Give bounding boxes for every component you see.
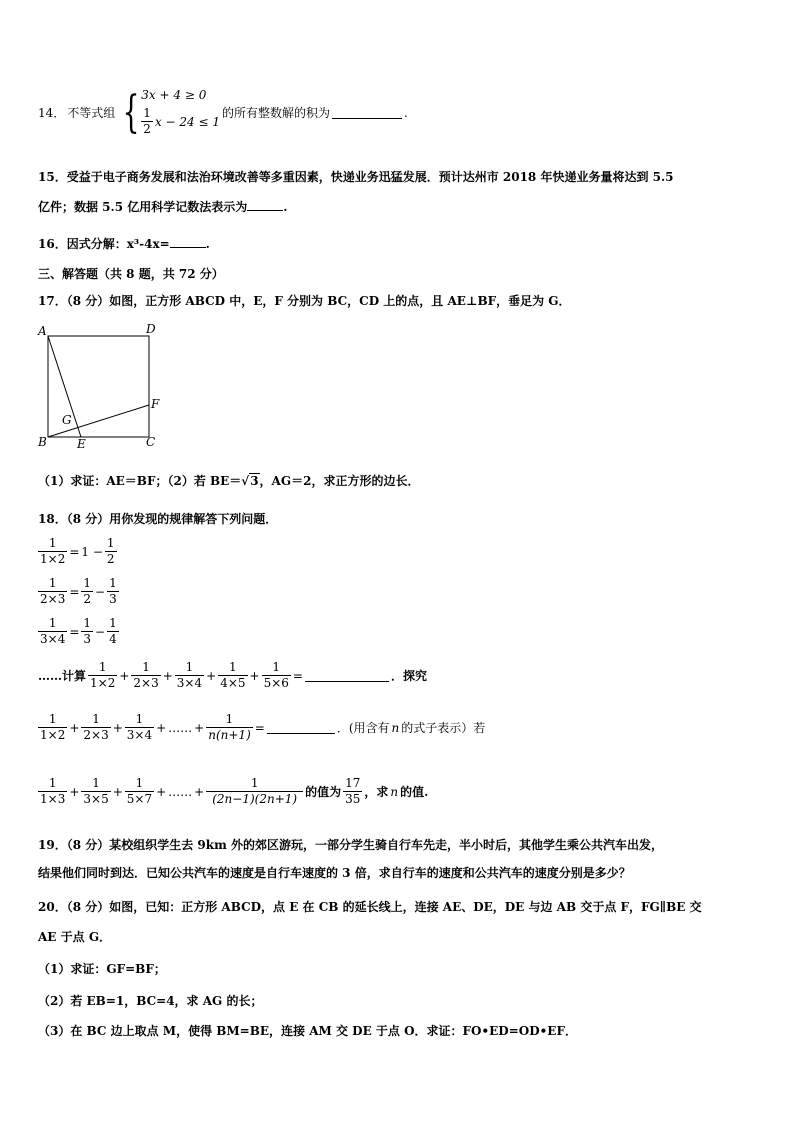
q14-suffix: 的所有整数解的积为 <box>221 106 330 120</box>
question-17-parts: （1）求证：AE＝BF；（2）若 BE＝√3，AG＝2，求正方形的边长． <box>38 474 420 488</box>
question-20-line-2: AE 于点 G． <box>38 930 112 944</box>
pattern-row-1: $\frac{1}{1\times 2}$ = 1 − $\frac{1}{2}$ <box>40 536 115 566</box>
question-17-stem: 17．（8 分）如图，正方形 ABCD 中，E，F 分别为 BC，CD 上的点，且 AE⊥BF，垂足为 G． <box>38 294 571 308</box>
question-16: 16．因式分解：x³-4x= . <box>38 237 210 251</box>
question-18-stem: 18．（8 分）用你发现的规律解答下列问题． <box>38 512 278 526</box>
label-B: B <box>38 435 47 449</box>
question-14: 14． 不等式组 { 3x + 4 ≥ 0 $\frac{1}{2}$ x − 24 ≤ 1 的所有整数解的积为 . <box>38 86 408 138</box>
sqrt-symbol: √3 <box>241 474 259 488</box>
pattern-row-2: $\frac{1}{2\times 3}$ = $\frac{1}{2}$ − $\frac{1}{3}$ <box>40 576 117 606</box>
label-G: G <box>62 413 72 427</box>
explore-line: $\frac{1}{1\times 2}$ + $\frac{1}{2\times 3}$ + $\frac{1}{3\times 4}$ + …… + $\frac{1}{n(n+1)}$ = ．(用含有 n 的式子表示）若 <box>40 712 486 742</box>
inequality-row-2: x − 24 ≤ 1 <box>154 114 220 129</box>
label-C: C <box>146 435 156 449</box>
section-title: 三、解答题（共 8 题，共 72 分） <box>38 267 224 281</box>
inequality-fraction: $\frac{1}{2}$ <box>143 106 151 136</box>
square-figure <box>36 320 166 450</box>
question-19-line-1: 19．（8 分）某校组织学生去 9km 外的郊区游玩，一部分学生骑自行车先走，半小时后，其他学生乘公共汽车出发， <box>38 838 663 852</box>
pattern-row-3: $\frac{1}{3\times 4}$ = $\frac{1}{3}$ − $\frac{1}{4}$ <box>40 616 117 646</box>
inequality-system <box>117 88 220 137</box>
question-20-line-1: 20．（8 分）如图，已知：正方形 ABCD，点 E 在 CB 的延长线上，连接 AE、DE，DE 与边 AB 交于点 F，FG∥BE 交 <box>38 900 702 914</box>
q14-prefix: 不等式组 <box>67 106 116 120</box>
odd-sum-line: $\frac{1}{1\times 3}$ + $\frac{1}{3\times 5}$ + $\frac{1}{5\times 7}$ + …… + $\frac{1}{(2n-1)(2n+1)}$ 的值为 $\frac{17}{35}$ ，求 n 的值. <box>40 776 429 806</box>
answer-blank[interactable] <box>267 721 335 734</box>
inequality-row-1: 3x + 4 ≥ 0 <box>141 88 207 102</box>
question-15-line-2: 亿件；数据 5.5 亿用科学记数法表示为 . <box>38 200 288 214</box>
label-F: F <box>151 397 160 411</box>
question-20-part-2: （2）若 EB=1，BC=4，求 AG 的长； <box>38 994 263 1008</box>
question-15-line-1: 15．受益于电子商务发展和法治环境改善等多重因素，快递业务迅猛发展．预计达州市 2018 年快递业务量将达到 5.5 <box>38 170 674 184</box>
label-D: D <box>146 322 156 336</box>
answer-blank[interactable] <box>332 106 402 119</box>
question-19-line-2: 结果他们同时到达．已知公共汽车的速度是自行车速度的 3 倍，求自行车的速度和公共汽车的速度分别是多少？ <box>38 866 631 880</box>
label-A: A <box>38 324 47 338</box>
left-brace: { <box>122 86 140 138</box>
answer-blank[interactable] <box>170 235 206 248</box>
question-20-part-1: （1）求证：GF=BF； <box>38 962 166 976</box>
answer-blank[interactable] <box>247 198 283 211</box>
answer-blank[interactable] <box>305 669 389 682</box>
q14-number: 14． <box>38 106 66 120</box>
question-20-part-3: （3）在 BC 边上取点 M，使得 BM=BE，连接 AM 交 DE 于点 O．求证：FO•ED=OD•EF． <box>38 1024 577 1038</box>
label-E: E <box>77 437 86 450</box>
calc-line: ……计算 $\frac{1}{1\times 2}$ + $\frac{1}{2\times 3}$ + $\frac{1}{3\times 4}$ + $\frac{1}{4\times 5}$ + $\frac{1}{5\times 6}$ = ．探究 <box>38 660 427 690</box>
